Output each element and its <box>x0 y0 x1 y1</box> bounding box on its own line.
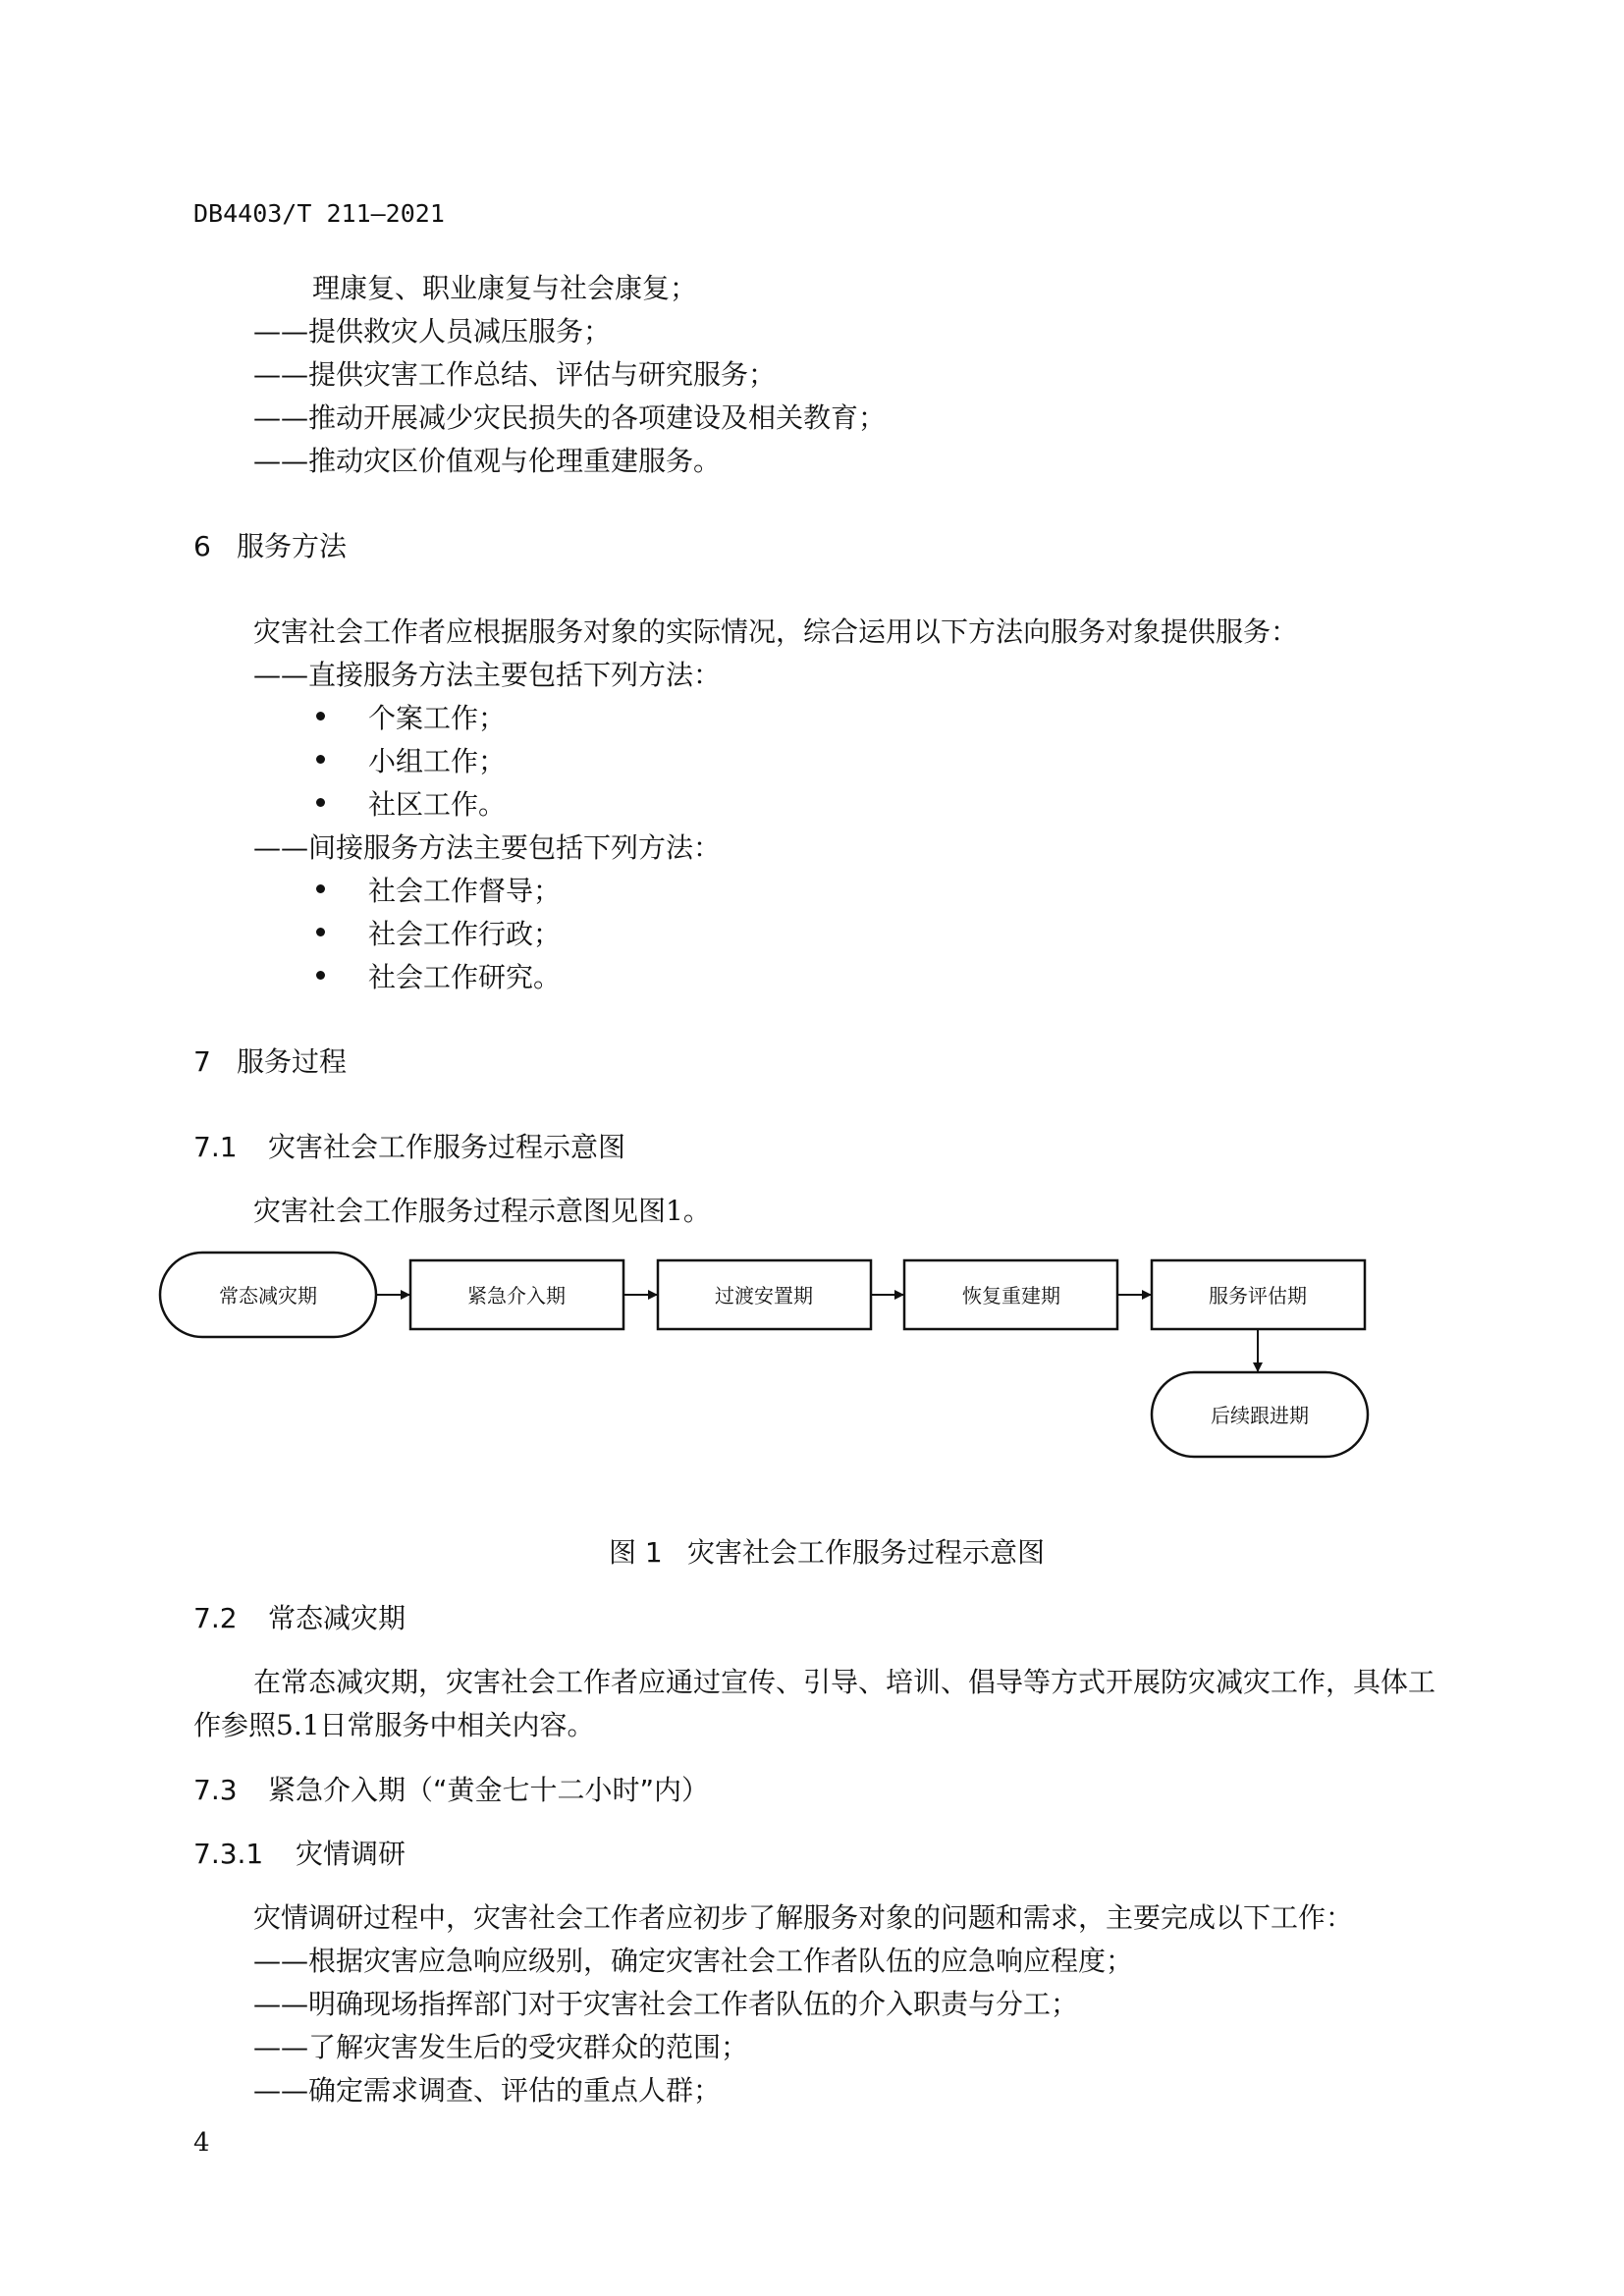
section-number: 7.2 <box>193 1602 238 1634</box>
section-title: 常态减灾期 <box>268 1602 406 1634</box>
section-heading-7-3 <box>193 1769 709 1808</box>
list-item: ——了解灾害发生后的受灾群众的范围； <box>253 2031 749 2063</box>
section-heading-7-3-1 <box>193 1833 406 1872</box>
section-title: 灾情调研 <box>296 1838 406 1870</box>
text-line: ——提供救灾人员减压服务； <box>253 315 612 347</box>
list-heading: ——间接服务方法主要包括下列方法： <box>253 831 722 864</box>
list-item: 社会工作行政； <box>368 918 562 950</box>
text-line: ——提供灾害工作总结、评估与研究服务； <box>253 358 777 391</box>
section-heading-7-2 <box>193 1597 406 1636</box>
section-number: 6 <box>193 530 211 562</box>
section-title: 服务过程 <box>237 1045 348 1078</box>
list-item: 社会工作督导； <box>368 875 562 907</box>
paragraph-line: 在常态减灾期，灾害社会工作者应通过宣传、引导、培训、倡导等方式开展防灾减灾工作，具体工 <box>253 1666 1436 1698</box>
text-line: ——推动灾区价值观与伦理重建服务。 <box>253 445 722 477</box>
section-title: 服务方法 <box>237 530 348 562</box>
section-title: 紧急介入期（“黄金七十二小时”内） <box>268 1774 710 1806</box>
figure-caption <box>609 1531 1045 1571</box>
paragraph: 灾害社会工作服务过程示意图见图1。 <box>253 1195 711 1227</box>
list-item: 个案工作； <box>368 702 507 734</box>
section-number: 7.3 <box>193 1774 238 1806</box>
paragraph: 灾害社会工作者应根据服务对象的实际情况，综合运用以下方法向服务对象提供服务： <box>253 615 1299 648</box>
flow-node-label: 常态减灾期 <box>219 1284 317 1308</box>
flow-node-label: 紧急介入期 <box>467 1284 566 1308</box>
section-number: 7.1 <box>193 1131 238 1163</box>
figure-title: 灾害社会工作服务过程示意图 <box>687 1536 1046 1569</box>
text-line: 理康复、职业康复与社会康复； <box>312 272 698 304</box>
section-number: 7.3.1 <box>193 1838 264 1870</box>
list-item: ——根据灾害应急响应级别，确定灾害社会工作者队伍的应急响应程度； <box>253 1945 1134 1977</box>
section-number: 7 <box>193 1045 211 1078</box>
list-item: ——明确现场指挥部门对于灾害社会工作者队伍的介入职责与分工； <box>253 1988 1079 2020</box>
flow-node-label: 后续跟进期 <box>1211 1404 1309 1427</box>
list-item: ——确定需求调查、评估的重点人群； <box>253 2074 722 2107</box>
page-number: 4 <box>193 2128 210 2158</box>
figure-number: 图 1 <box>609 1536 663 1569</box>
list-item: 社会工作研究。 <box>368 961 562 993</box>
paragraph: 灾情调研过程中，灾害社会工作者应初步了解服务对象的问题和需求，主要完成以下工作： <box>253 1901 1354 1934</box>
list-heading: ——直接服务方法主要包括下列方法： <box>253 659 722 691</box>
flow-node-label: 服务评估期 <box>1209 1284 1307 1308</box>
text-line: ——推动开展减少灾民损失的各项建设及相关教育； <box>253 401 887 434</box>
section-title: 灾害社会工作服务过程示意图 <box>268 1131 626 1163</box>
list-item: 小组工作； <box>368 745 507 777</box>
list-item: 社区工作。 <box>368 788 507 821</box>
flow-node-label: 过渡安置期 <box>715 1284 813 1308</box>
paragraph-line: 作参照5.1日常服务中相关内容。 <box>193 1709 595 1741</box>
flow-node-label: 恢复重建期 <box>962 1284 1060 1308</box>
document-id: DB4403/T 211—2021 <box>193 199 445 228</box>
